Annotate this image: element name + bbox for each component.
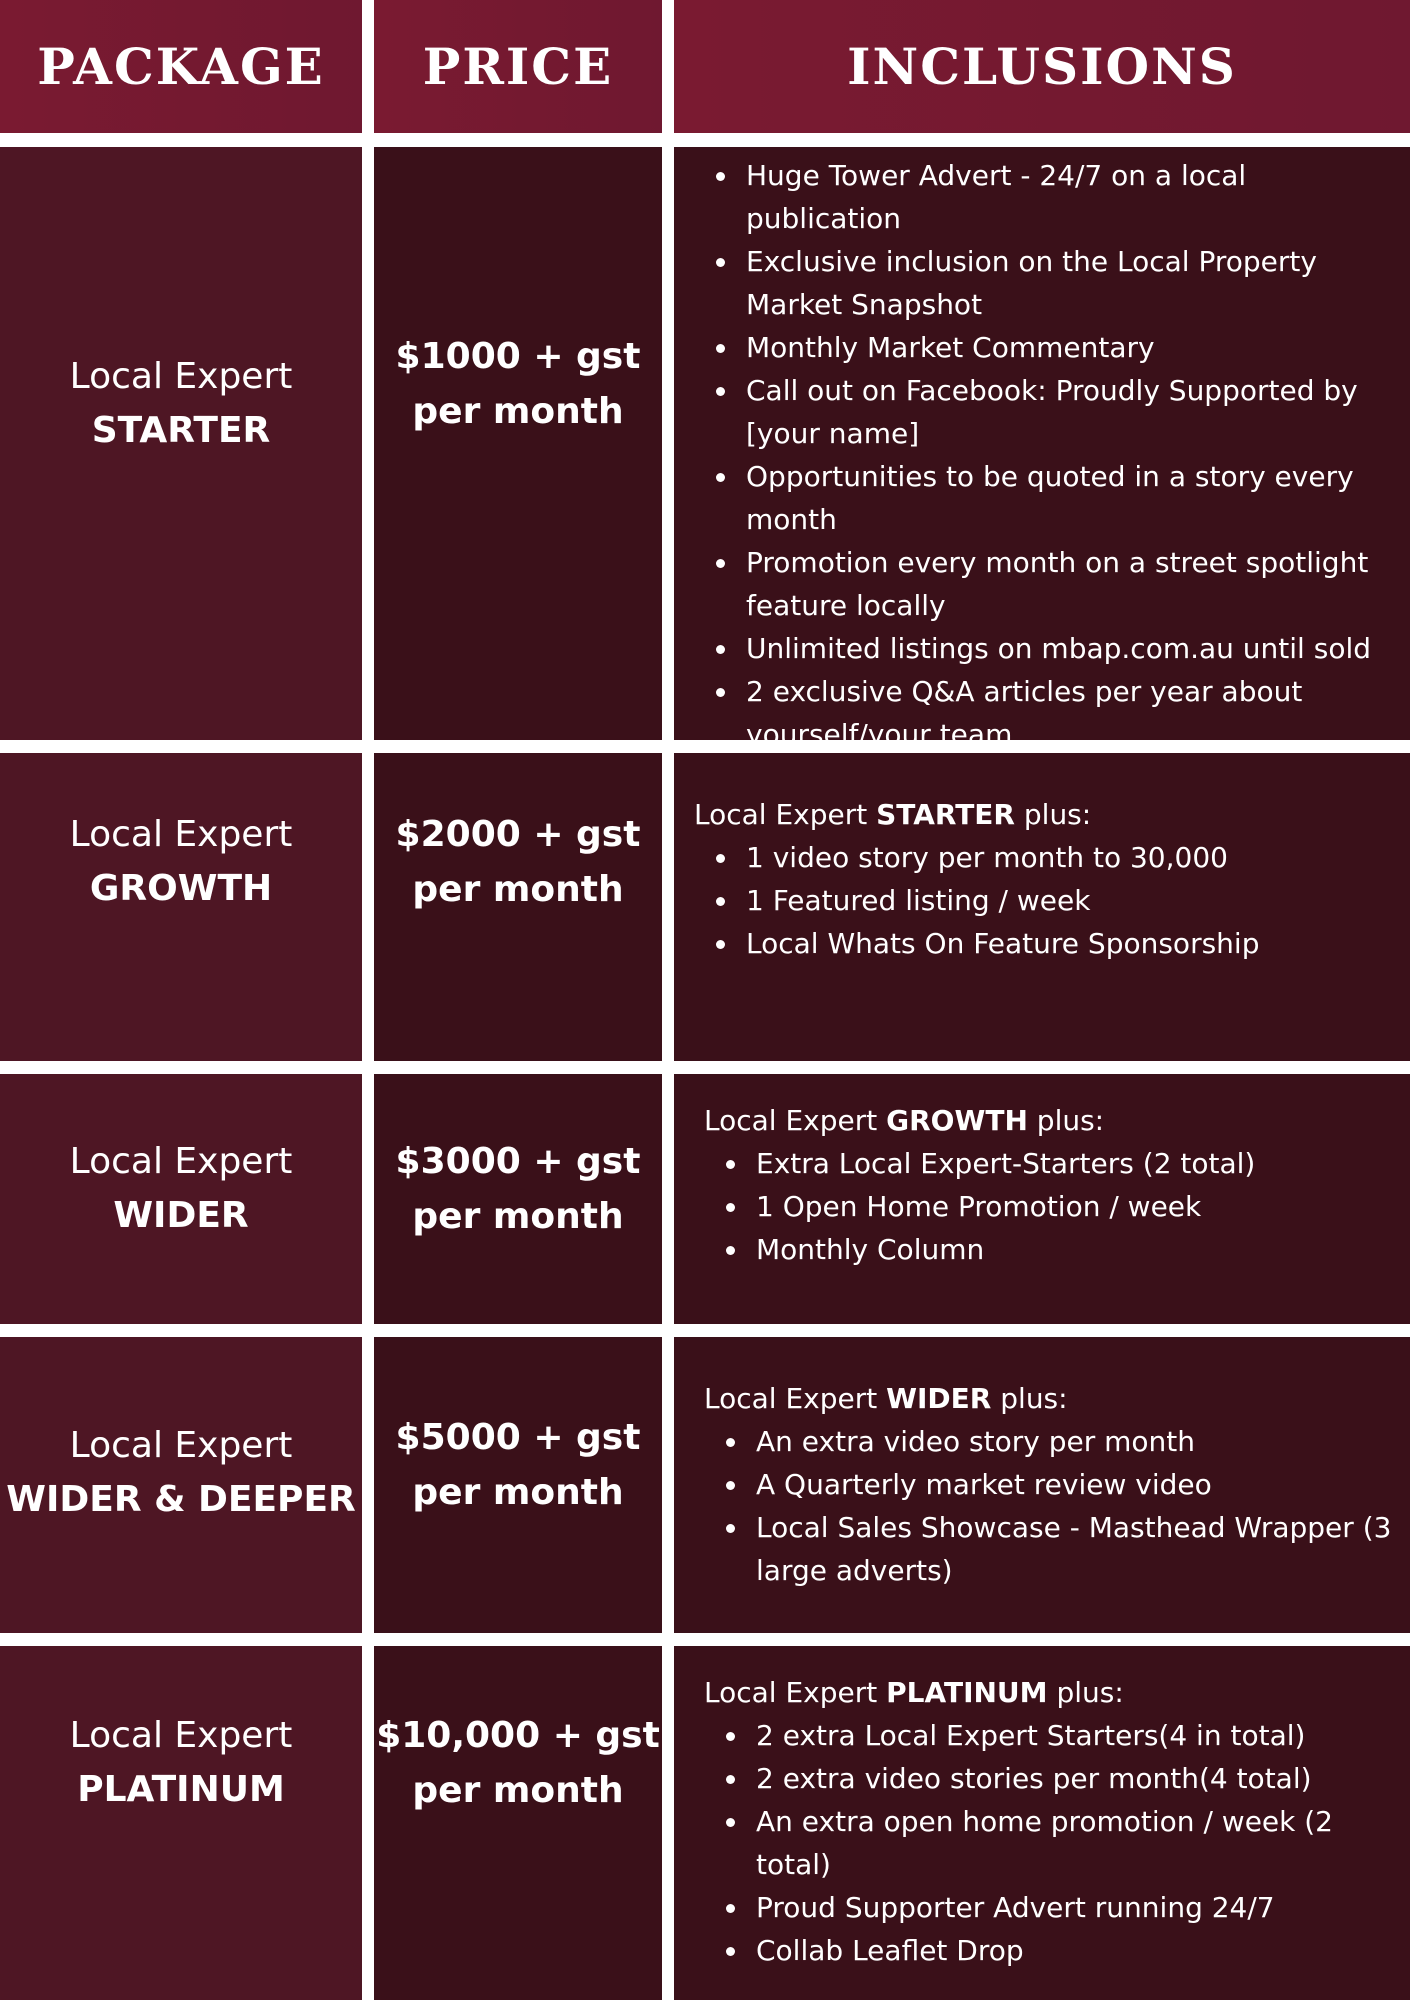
list-item: 1 Featured listing / week — [746, 879, 1410, 922]
intro-suffix: plus: — [1027, 1104, 1105, 1137]
inclusions-list — [674, 1714, 1410, 1972]
price-amount: $3000 + gst — [395, 1141, 641, 1182]
package-name-tier: WIDER & DEEPER — [6, 1478, 356, 1520]
intro-suffix: plus: — [1047, 1676, 1124, 1709]
price-cell-growth — [374, 753, 662, 1061]
inclusions-list — [674, 154, 1410, 756]
list-item: 1 Open Home Promotion / week — [756, 1185, 1410, 1228]
inclusions-cell-wider-deeper — [674, 1337, 1410, 1633]
package-name-prefix: Local Expert — [69, 814, 293, 855]
inclusions-cell-wider — [674, 1074, 1410, 1324]
list-item: A Quarterly market review video — [756, 1463, 1410, 1506]
package-name-prefix: Local Expert — [69, 1715, 293, 1756]
list-item: Local Sales Showcase - Masthead Wrapper (3 large adverts) — [756, 1506, 1410, 1592]
price-cell-wider-deeper — [374, 1337, 662, 1633]
price-amount: $5000 + gst — [395, 1417, 641, 1458]
header-inclusions: INCLUSIONS — [674, 0, 1410, 133]
price-period: per month — [412, 1770, 624, 1811]
intro-prefix: Local Expert — [704, 1382, 887, 1415]
header-package: PACKAGE — [0, 0, 362, 133]
inclusions-cell-starter — [674, 147, 1410, 751]
inclusions-list — [674, 836, 1410, 965]
package-cell-wider-deeper — [0, 1337, 362, 1633]
inclusions-cell-growth — [674, 753, 1410, 1061]
list-item: Huge Tower Advert - 24/7 on a local publication — [746, 154, 1410, 240]
package-name-tier: STARTER — [91, 409, 271, 451]
inclusions-list — [674, 1420, 1410, 1592]
price-period: per month — [412, 390, 624, 432]
inclusions-cell-platinum — [674, 1646, 1410, 2000]
inclusions-list — [674, 1142, 1410, 1271]
list-item: Monthly Market Commentary — [746, 326, 1410, 369]
package-cell-platinum — [0, 1646, 362, 2000]
price-amount: $1000 + gst — [395, 335, 641, 377]
list-item: Exclusive inclusion on the Local Property Market Snapshot — [746, 240, 1410, 326]
intro-tier: WIDER — [886, 1382, 992, 1415]
inclusions-intro — [674, 1671, 1410, 1714]
list-item: Opportunities to be quoted in a story every month — [746, 455, 1410, 541]
price-period: per month — [412, 1472, 624, 1513]
inclusions-intro — [674, 793, 1410, 836]
package-cell-wider — [0, 1074, 362, 1324]
intro-suffix: plus: — [1014, 798, 1092, 831]
package-name-tier: WIDER — [113, 1195, 249, 1236]
inclusions-intro — [674, 1099, 1410, 1142]
package-name-tier: PLATINUM — [77, 1769, 285, 1810]
list-item: 2 exclusive Q&A articles per year about yourself/your team. — [746, 670, 1410, 756]
intro-suffix: plus: — [991, 1382, 1068, 1415]
header-price: PRICE — [374, 0, 662, 133]
intro-prefix: Local Expert — [694, 798, 877, 831]
intro-tier: GROWTH — [886, 1104, 1028, 1137]
price-cell-platinum — [374, 1646, 662, 2000]
intro-tier: STARTER — [876, 798, 1015, 831]
list-item: Collab Leaflet Drop — [756, 1929, 1410, 1972]
intro-prefix: Local Expert — [704, 1104, 887, 1137]
intro-prefix: Local Expert — [704, 1676, 887, 1709]
price-amount: $10,000 + gst — [376, 1715, 660, 1756]
intro-tier: PLATINUM — [886, 1676, 1048, 1709]
price-cell-starter — [374, 147, 662, 740]
package-name-prefix: Local Expert — [69, 355, 293, 397]
list-item: An extra open home promotion / week (2 total) — [756, 1800, 1410, 1886]
list-item: Unlimited listings on mbap.com.au until sold — [746, 627, 1410, 670]
list-item: Monthly Column — [756, 1228, 1410, 1271]
package-name-prefix: Local Expert — [69, 1424, 293, 1466]
list-item: Proud Supporter Advert running 24/7 — [756, 1886, 1410, 1929]
price-period: per month — [412, 1196, 624, 1237]
package-name-tier: GROWTH — [89, 868, 273, 909]
price-period: per month — [412, 869, 624, 910]
package-name-prefix: Local Expert — [69, 1141, 293, 1182]
package-cell-starter — [0, 147, 362, 740]
list-item: 2 extra Local Expert Starters(4 in total) — [756, 1714, 1410, 1757]
list-item: Call out on Facebook: Proudly Supported by [your name] — [746, 369, 1410, 455]
price-cell-wider — [374, 1074, 662, 1324]
list-item: 1 video story per month to 30,000 — [746, 836, 1410, 879]
inclusions-intro — [674, 1377, 1410, 1420]
list-item: 2 extra video stories per month(4 total) — [756, 1757, 1410, 1800]
list-item: Local Whats On Feature Sponsorship — [746, 922, 1410, 965]
list-item: Promotion every month on a street spotlight feature locally — [746, 541, 1410, 627]
list-item: Extra Local Expert-Starters (2 total) — [756, 1142, 1410, 1185]
price-amount: $2000 + gst — [395, 814, 641, 855]
list-item: An extra video story per month — [756, 1420, 1410, 1463]
package-cell-growth — [0, 753, 362, 1061]
